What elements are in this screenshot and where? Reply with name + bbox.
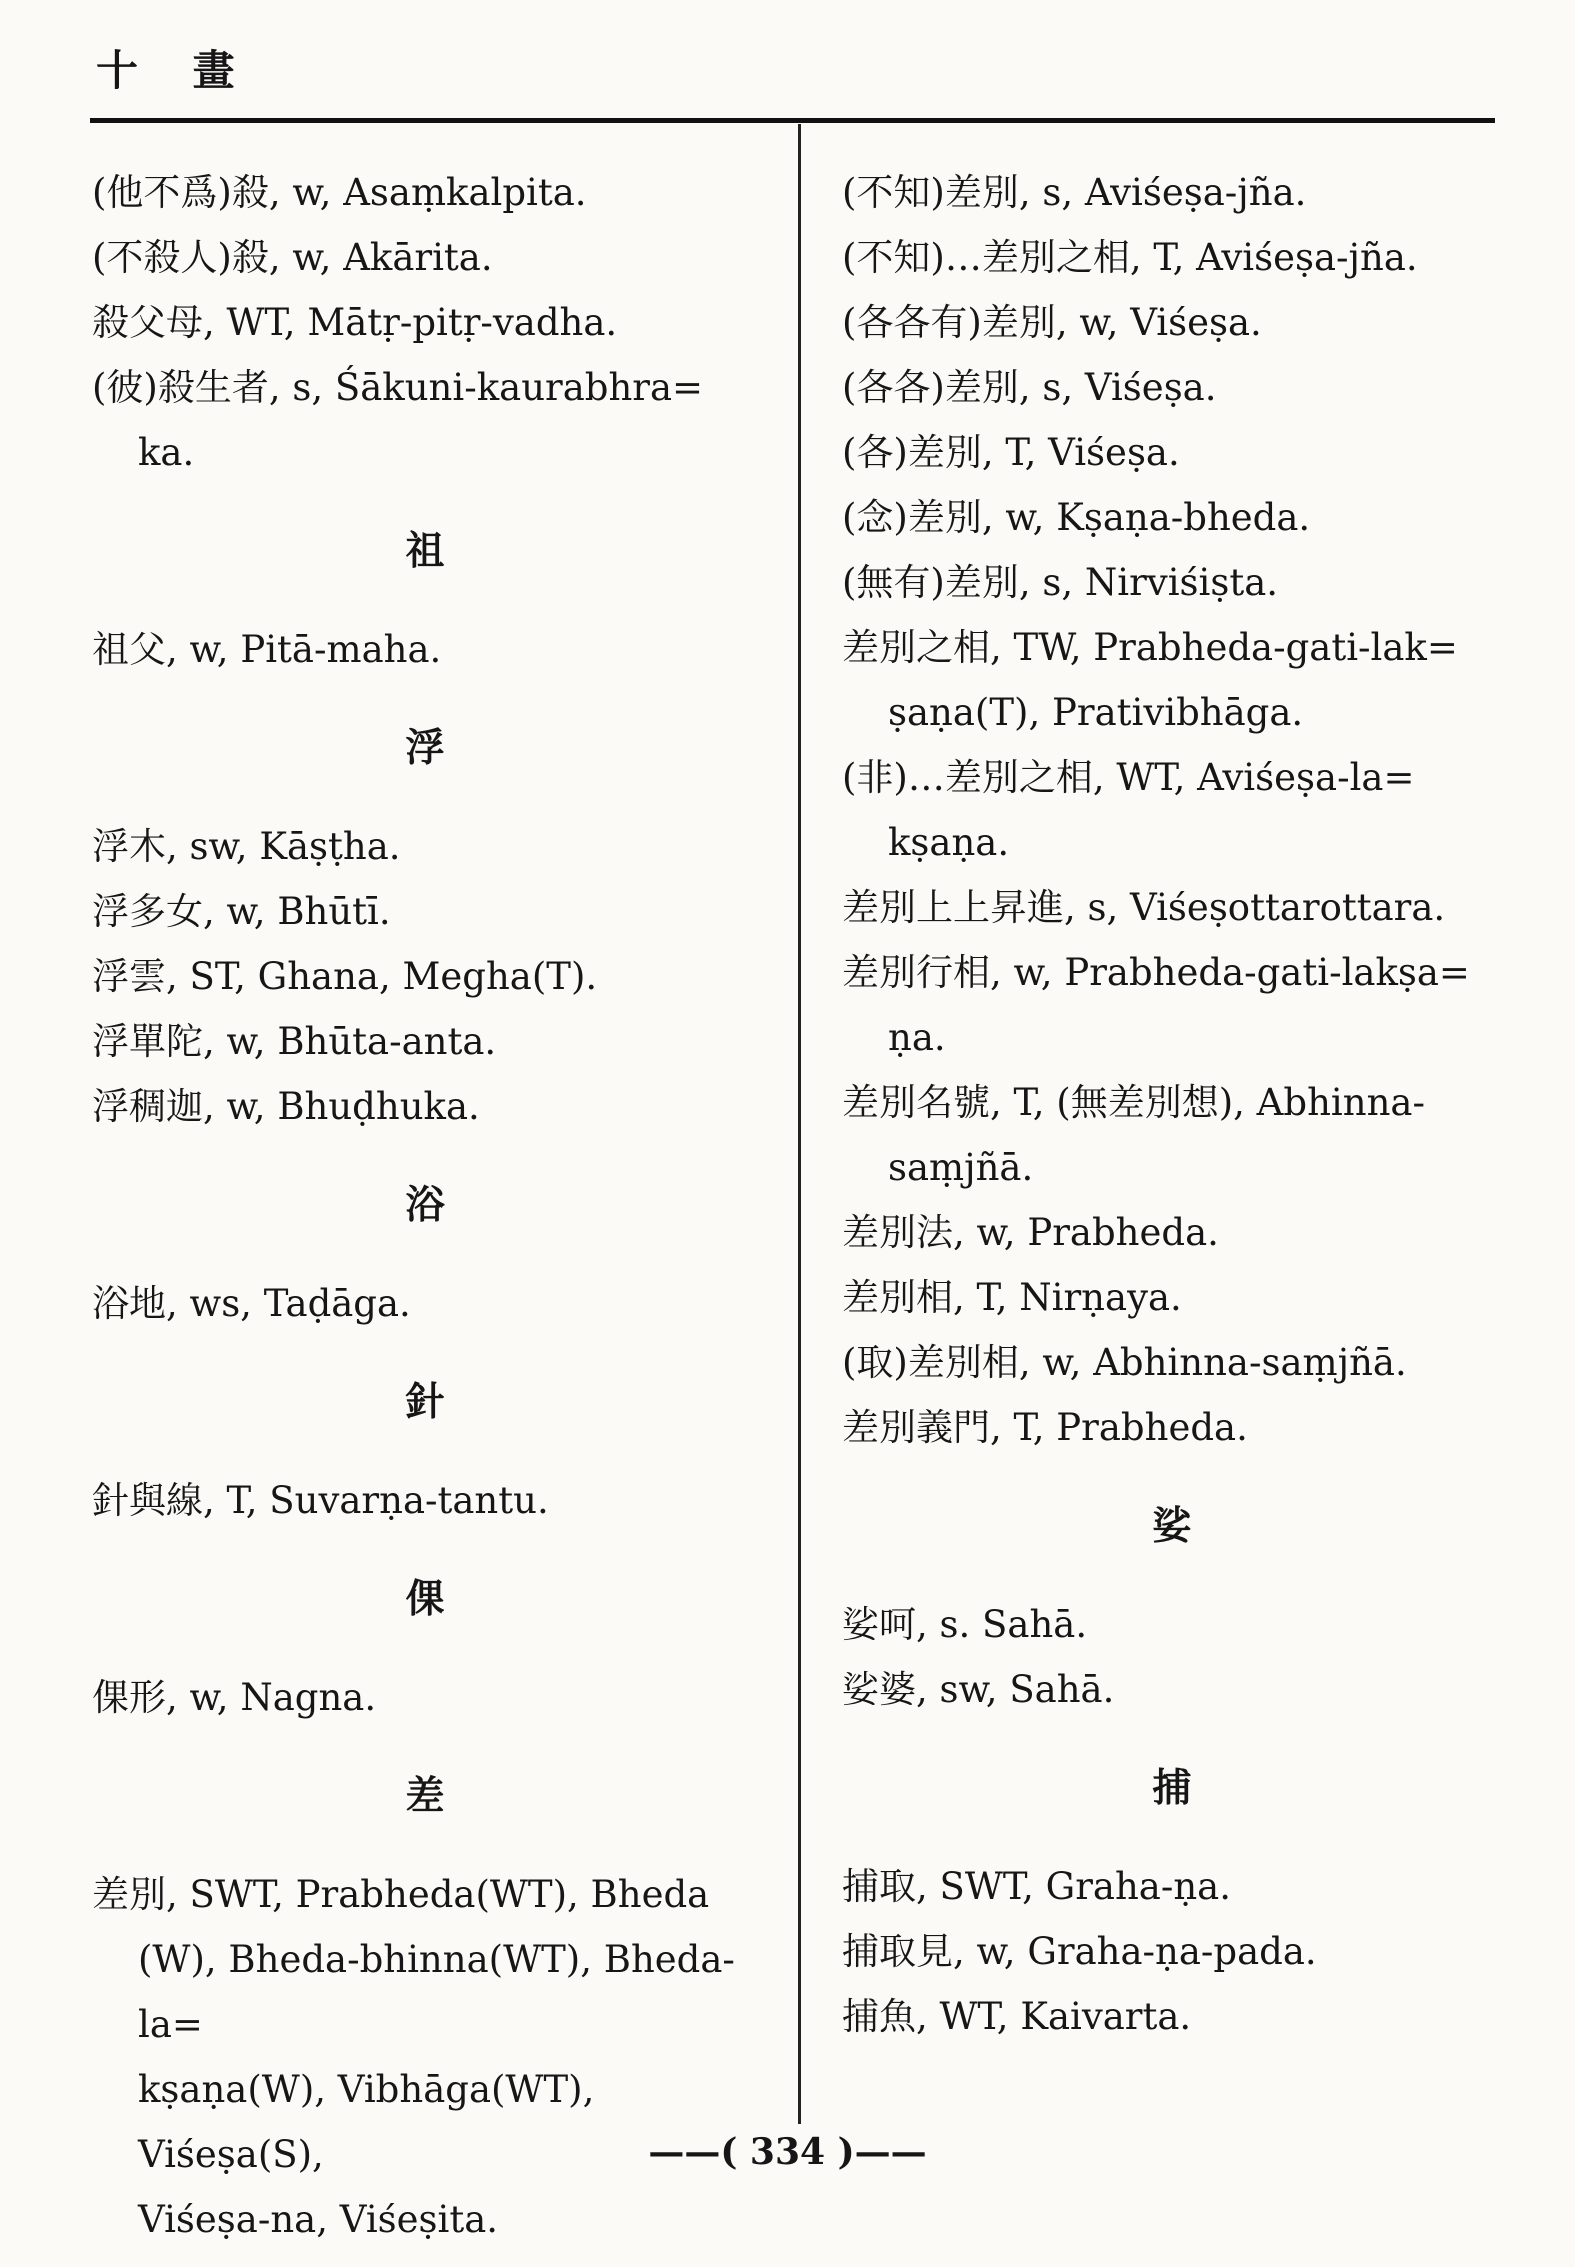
dictionary-entry — [842, 745, 1502, 875]
running-header: 十 畫 — [96, 46, 255, 95]
dictionary-entry — [842, 1200, 1502, 1265]
entry-line: (非)…差別之相, WT, Aviśeṣa-la= — [842, 756, 1415, 799]
dictionary-entry — [92, 160, 758, 225]
dictionary-entry — [92, 1665, 758, 1730]
dictionary-entry — [92, 1468, 758, 1533]
entry-line: (各)差別, T, Viśeṣa. — [842, 431, 1180, 474]
entry-line: (各各)差別, s, Viśeṣa. — [842, 366, 1217, 409]
entry-line: (無有)差別, s, Nirviśiṣta. — [842, 561, 1279, 604]
entry-line: (不知)差別, s, Aviśeṣa-jña. — [842, 171, 1307, 214]
entry-continuation-line: ka. — [138, 431, 195, 474]
header-rule — [90, 118, 1495, 123]
dictionary-entry — [842, 160, 1502, 225]
dictionary-entry — [842, 1657, 1502, 1722]
entry-line: 差別法, w, Prabheda. — [842, 1211, 1219, 1254]
entry-continuation-line: saṃjñā. — [888, 1146, 1034, 1189]
entry-line: 浮雲, ST, Ghana, Megha(T). — [92, 955, 598, 998]
dictionary-entry — [92, 879, 758, 944]
section-heading: 浴 — [405, 1182, 445, 1228]
entry-line: 差別義門, T, Prabheda. — [842, 1406, 1248, 1449]
entry-line: 娑婆, sw, Sahā. — [842, 1668, 1115, 1711]
entry-line: (不殺人)殺, w, Akārita. — [92, 236, 493, 279]
column-divider — [798, 124, 801, 2124]
entry-line: 差別相, T, Nirṇaya. — [842, 1276, 1182, 1319]
dictionary-entry — [842, 1592, 1502, 1657]
entry-line: 差別上上昇進, s, Viśeṣottarottara. — [842, 886, 1446, 929]
entry-line: (彼)殺生者, s, Śākuni-kaurabhra= — [92, 366, 704, 409]
entry-line: 差別之相, TW, Prabheda-gati-lak= — [842, 626, 1458, 669]
entry-line: (不知)…差別之相, T, Aviśeṣa-jña. — [842, 236, 1418, 279]
entry-line: 針與線, T, Suvarṇa-tantu. — [92, 1479, 549, 1522]
dictionary-entry — [92, 944, 758, 1009]
dictionary-entry — [842, 1070, 1502, 1200]
dictionary-entry — [842, 1854, 1502, 1919]
entry-line: 差別名號, T, (無差別想), Abhinna- — [842, 1081, 1425, 1124]
entry-line: 浮木, sw, Kāṣṭha. — [92, 825, 401, 868]
section-heading: 祖 — [405, 528, 445, 574]
dictionary-entry — [842, 420, 1502, 485]
dictionary-entry — [842, 1265, 1502, 1330]
section-heading: 差 — [405, 1773, 445, 1819]
dictionary-entry — [92, 814, 758, 879]
dictionary-entry — [842, 1330, 1502, 1395]
entry-continuation-line: (W), Bheda-bhinna(WT), Bheda-la= — [138, 1938, 735, 2046]
dictionary-entry — [92, 1074, 758, 1139]
section-heading: 浮 — [405, 725, 445, 771]
entry-line: 差別, SWT, Prabheda(WT), Bheda — [92, 1873, 710, 1916]
entry-line: 浮多女, w, Bhūtī. — [92, 890, 391, 933]
entry-line: 倮形, w, Nagna. — [92, 1676, 377, 1719]
entry-continuation-line: ṣaṇa(T), Prativibhāga. — [888, 691, 1304, 734]
entry-line: 浴地, ws, Taḍāga. — [92, 1282, 411, 1325]
dictionary-entry — [842, 1395, 1502, 1460]
entry-continuation-line: ṇa. — [888, 1016, 946, 1059]
dictionary-entry — [842, 1919, 1502, 1984]
dictionary-entry — [842, 355, 1502, 420]
dictionary-entry — [842, 290, 1502, 355]
dictionary-entry — [92, 290, 758, 355]
dictionary-entry — [92, 355, 758, 485]
entry-line: 捕取, SWT, Graha-ṇa. — [842, 1865, 1232, 1908]
dictionary-entry — [842, 940, 1502, 1070]
dictionary-entry — [92, 1009, 758, 1074]
entry-line: 殺父母, WT, Mātṛ-pitṛ-vadha. — [92, 301, 618, 344]
dictionary-entry — [842, 1984, 1502, 2049]
dictionary-entry — [92, 1862, 758, 2252]
section-heading: 倮 — [405, 1576, 445, 1622]
entry-line: 浮單陀, w, Bhūta-anta. — [92, 1020, 497, 1063]
entry-line: (各各有)差別, w, Viśeṣa. — [842, 301, 1262, 344]
dictionary-entry — [92, 225, 758, 290]
entry-line: 祖父, w, Pitā-maha. — [92, 628, 442, 671]
entry-line: 捕魚, WT, Kaivarta. — [842, 1995, 1192, 2038]
dictionary-entry — [842, 485, 1502, 550]
right-column — [842, 160, 1502, 2049]
entry-continuation-line: Viśeṣa-na, Viśeṣita. — [138, 2198, 499, 2241]
dictionary-entry — [92, 1271, 758, 1336]
section-heading: 針 — [405, 1379, 445, 1425]
entry-line: 娑呵, s. Sahā. — [842, 1603, 1088, 1646]
section-heading: 娑 — [1152, 1503, 1192, 1549]
dictionary-entry — [842, 875, 1502, 940]
entry-line: 捕取見, w, Graha-ṇa-pada. — [842, 1930, 1317, 1973]
entry-line: (取)差別相, w, Abhinna-saṃjñā. — [842, 1341, 1407, 1384]
entry-line: (念)差別, w, Kṣaṇa-bheda. — [842, 496, 1311, 539]
entry-line: (他不爲)殺, w, Asaṃkalpita. — [92, 171, 587, 214]
entry-line: 差別行相, w, Prabheda-gati-lakṣa= — [842, 951, 1470, 994]
dictionary-entry — [842, 225, 1502, 290]
page-number: ——( 334 )—— — [648, 2131, 927, 2173]
dictionary-entry — [92, 617, 758, 682]
entry-continuation-line: kṣaṇa(W), Vibhāga(WT), Viśeṣa(S), — [138, 2068, 595, 2176]
left-column — [92, 160, 758, 2252]
entry-line: 浮稠迦, w, Bhuḍhuka. — [92, 1085, 480, 1128]
dictionary-entry — [842, 550, 1502, 615]
section-heading: 捕 — [1152, 1765, 1192, 1811]
entry-continuation-line: kṣaṇa. — [888, 821, 1010, 864]
dictionary-entry — [842, 615, 1502, 745]
